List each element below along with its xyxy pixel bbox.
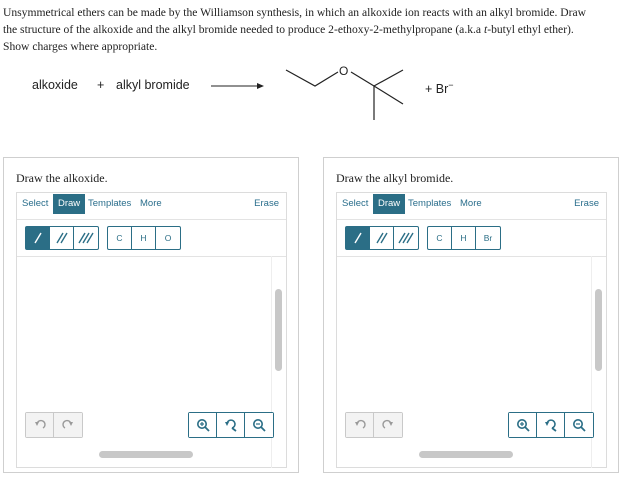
select-menu-item[interactable]: Select xyxy=(342,198,369,209)
plus-sign-2: + xyxy=(425,82,433,97)
atom-br-button[interactable]: Br xyxy=(483,233,493,243)
reaction-scheme xyxy=(0,58,621,128)
question-line-2: the structure of the alkoxide and the alkyl bromide needed to produce 2-ethoxy-2-methylpropane (a.k.a xyxy=(3,23,484,36)
bromide-label: Br xyxy=(435,82,449,97)
more-menu-item[interactable]: More xyxy=(460,198,482,209)
editor-menu xyxy=(337,193,606,220)
drawing-editor[interactable] xyxy=(16,192,287,468)
question-line-3: Show charges where appropriate. xyxy=(3,40,158,53)
select-menu-item[interactable]: Select xyxy=(22,198,49,209)
reset-zoom-icon[interactable] xyxy=(217,413,245,437)
editor-toolbar xyxy=(337,220,606,257)
erase-menu-item[interactable]: Erase xyxy=(574,198,599,209)
atom-c-button[interactable]: C xyxy=(108,227,132,249)
panel-title: Draw the alkoxide. xyxy=(16,171,108,185)
question-text xyxy=(3,4,615,55)
panel-title: Draw the alkyl bromide. xyxy=(336,171,454,185)
erase-menu-item[interactable]: Erase xyxy=(254,198,279,209)
draw-menu-item[interactable]: Draw xyxy=(373,194,405,214)
zoom-in-icon[interactable] xyxy=(189,413,217,437)
zoom-group xyxy=(508,412,594,438)
reactant-alkyl-bromide-label: alkyl bromide xyxy=(116,78,190,92)
zoom-in-icon[interactable] xyxy=(509,413,537,437)
single-bond-icon[interactable] xyxy=(26,227,50,249)
question-line-1: Unsymmetrical ethers can be made by the Williamson synthesis, in which an alkoxide ion reacts with an alkyl bromide. Draw xyxy=(3,6,587,19)
undo-icon[interactable] xyxy=(346,413,374,437)
zoom-out-icon[interactable] xyxy=(245,413,273,437)
triple-bond-icon[interactable] xyxy=(74,227,98,249)
single-bond-icon[interactable] xyxy=(346,227,370,249)
double-bond-icon[interactable] xyxy=(370,227,394,249)
atom-h-button[interactable]: H xyxy=(132,227,156,249)
templates-menu-item[interactable]: Templates xyxy=(88,198,132,209)
tert-butyl-ethyl-ether-structure xyxy=(280,58,410,124)
undo-icon[interactable] xyxy=(26,413,54,437)
oxygen-atom-label: O xyxy=(339,64,349,78)
atom-o-button[interactable]: O xyxy=(164,233,172,243)
atom-h-button[interactable]: H xyxy=(452,227,476,249)
bromide-byproduct xyxy=(425,80,454,96)
reaction-arrow-icon xyxy=(210,78,266,92)
undo-redo-group xyxy=(25,412,83,438)
atom-tool-group xyxy=(427,226,501,250)
templates-menu-item[interactable]: Templates xyxy=(408,198,452,209)
horizontal-scrollbar[interactable] xyxy=(99,451,193,458)
editor-toolbar xyxy=(17,220,286,257)
alkoxide-panel xyxy=(3,157,299,473)
redo-icon[interactable] xyxy=(54,413,82,437)
double-bond-icon[interactable] xyxy=(50,227,74,249)
draw-menu-item[interactable]: Draw xyxy=(53,194,85,214)
bond-tool-group xyxy=(345,226,419,250)
drawing-editor[interactable] xyxy=(336,192,607,468)
atom-c-button[interactable]: C xyxy=(428,227,452,249)
atom-tool-group xyxy=(107,226,181,250)
bromide-charge: − xyxy=(448,80,454,90)
undo-redo-group xyxy=(345,412,403,438)
vertical-scrollbar[interactable] xyxy=(275,289,282,371)
plus-sign: + xyxy=(97,78,105,92)
editor-menu xyxy=(17,193,286,220)
reactant-alkoxide-label: alkoxide xyxy=(32,78,78,92)
bond-tool-group xyxy=(25,226,99,250)
vertical-scrollbar[interactable] xyxy=(595,289,602,371)
question-line-2-end: -butyl ethyl ether). xyxy=(487,23,574,36)
zoom-group xyxy=(188,412,274,438)
question-italic-t: t xyxy=(483,23,488,36)
redo-icon[interactable] xyxy=(374,413,402,437)
triple-bond-icon[interactable] xyxy=(394,227,418,249)
horizontal-scrollbar[interactable] xyxy=(419,451,513,458)
alkyl-bromide-panel xyxy=(323,157,619,473)
zoom-out-icon[interactable] xyxy=(565,413,593,437)
reset-zoom-icon[interactable] xyxy=(537,413,565,437)
more-menu-item[interactable]: More xyxy=(140,198,162,209)
